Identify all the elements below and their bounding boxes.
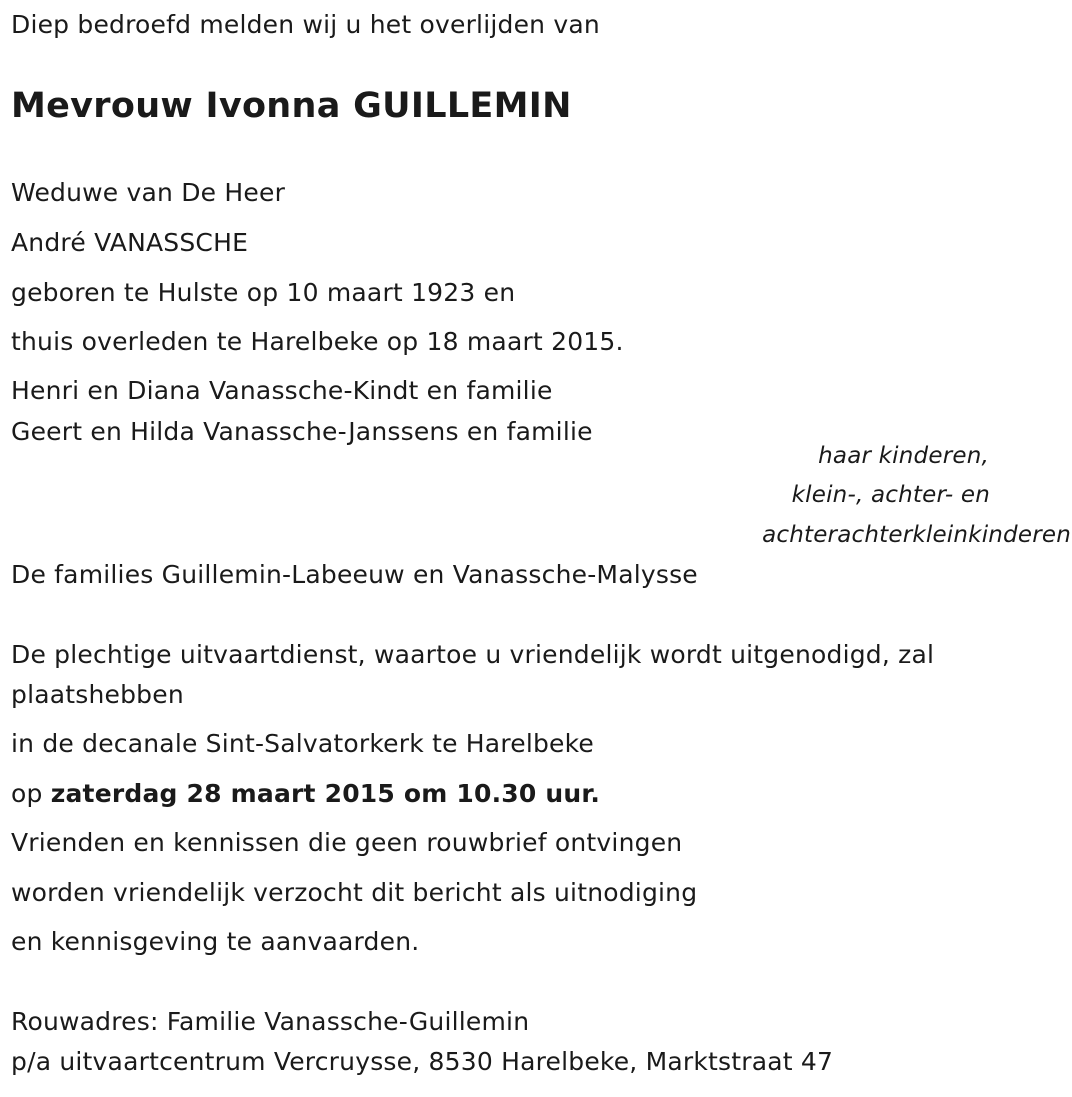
birth-line: geboren te Hulste op 10 maart 1923 en [11,278,516,307]
notice-line-1: Vrienden en kennissen die geen rouwbrief ontvingen [11,828,683,857]
intro-text: Diep bedroefd melden wij u het overlijden van [11,10,600,39]
relation-line-2: klein-, achter- en [791,482,990,508]
mourning-address-line-2: p/a uitvaartcentrum Vercruysse, 8530 Harelbeke, Marktstraat 47 [11,1047,834,1076]
church-location: in de decanale Sint-Salvatorkerk te Harelbeke [11,729,594,758]
service-line-1: De plechtige uitvaartdienst, waartoe u vriendelijk wordt uitgenodigd, zal [11,640,935,669]
death-line: thuis overleden te Harelbeke op 18 maart 2015. [11,327,624,356]
service-date-line [11,779,600,809]
widow-line-1: Weduwe van De Heer [11,178,286,207]
deceased-name: Mevrouw Ivonna GUILLEMIN [11,86,572,126]
mourner-child-1: Henri en Diana Vanassche-Kindt en familie [11,376,553,405]
service-date-prefix: op [11,779,51,808]
relation-line-1: haar kinderen, [818,443,989,469]
service-date-time: zaterdag 28 maart 2015 om 10.30 uur. [50,779,601,808]
service-line-2: plaatshebben [11,680,184,709]
mourning-address-line-1: Rouwadres: Familie Vanassche-Guillemin [11,1007,530,1036]
mourner-child-2: Geert en Hilda Vanassche-Janssens en familie [11,417,593,446]
relation-line-3: achterachterkleinkinderen [762,522,1071,548]
families-line: De families Guillemin-Labeeuw en Vanassche-Malysse [11,560,698,589]
widow-line-2: André VANASSCHE [11,228,249,257]
notice-line-2: worden vriendelijk verzocht dit bericht als uitnodiging [11,878,698,907]
notice-line-3: en kennisgeving te aanvaarden. [11,927,420,956]
